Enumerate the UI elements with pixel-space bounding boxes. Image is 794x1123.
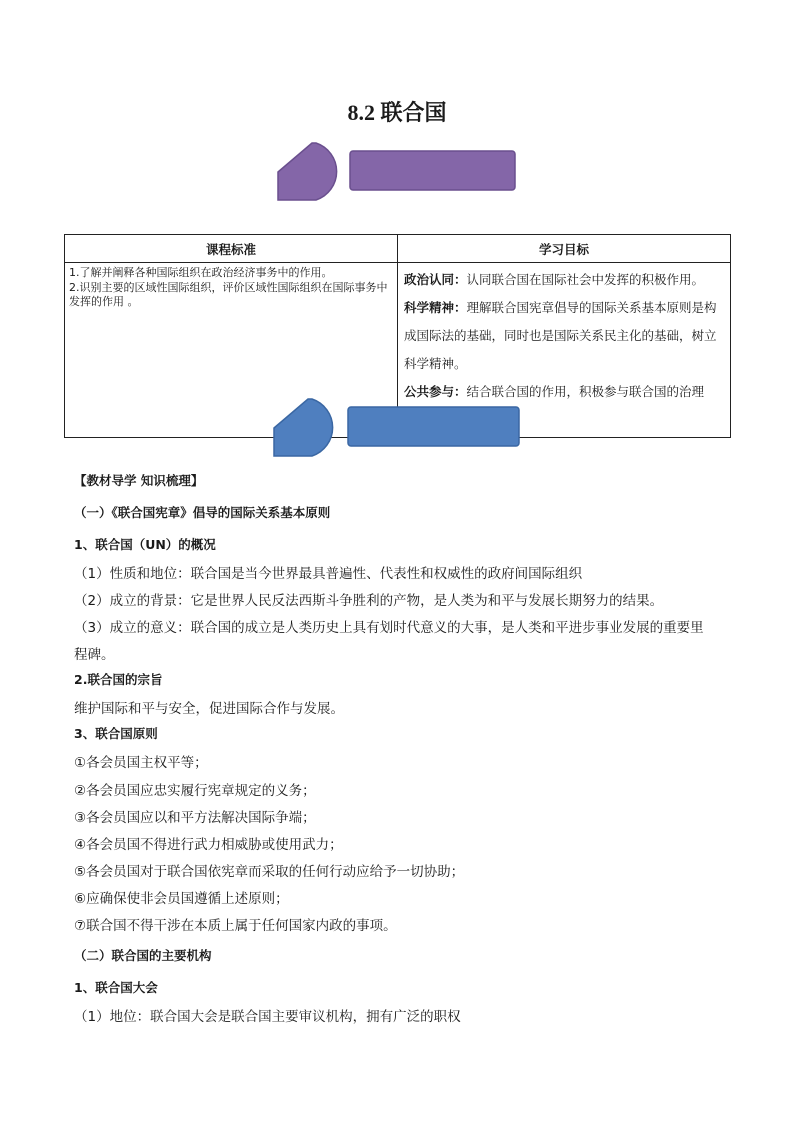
table-header-standards: 课程标准	[65, 235, 398, 263]
principle-item: ⑦联合国不得干涉在本质上属于任何国家内政的事项。	[74, 918, 397, 934]
subheading-un-overview: 1、联合国（UN）的概况	[74, 537, 216, 552]
banner-drop-shape	[274, 399, 333, 456]
guide-heading: 【教材导学 知识梳理】	[74, 473, 204, 488]
goal-item	[404, 294, 724, 378]
section-heading-1: （一）《联合国宪章》倡导的国际关系基本原则	[74, 505, 331, 520]
principle-item: ⑥应确保使非会员国遵循上述原则；	[74, 891, 289, 907]
goal-text: 认同联合国在国际社会中发挥的积极作用。	[466, 272, 705, 287]
section-banner-bottom	[272, 396, 524, 460]
goal-text: 理解联合国宪章倡导的国际关系基本原则是构成国际法的基础，同时也是国际关系民主化的基础，树立科学精神。	[404, 300, 717, 371]
principle-item: ②各会员国应忠实履行宪章规定的义务；	[74, 783, 316, 799]
principle-item: ③各会员国应以和平方法解决国际争端；	[74, 810, 316, 826]
subheading-un-purpose: 2.联合国的宗旨	[74, 672, 163, 687]
paragraph: （2）成立的背景：它是世界人民反法西斯斗争胜利的产物，是人类为和平与发展长期努力的结果。	[74, 593, 664, 609]
principle-item: ④各会员国不得进行武力相威胁或使用武力；	[74, 837, 343, 853]
subheading-general-assembly: 1、联合国大会	[74, 980, 158, 995]
standard-item: 2.识别主要的区域性国际组织，评价区域性国际组织在国际事务中发挥的作用 。	[69, 280, 388, 308]
paragraph: 程碑。	[74, 647, 115, 663]
paragraph: 维护国际和平与安全，促进国际合作与发展。	[74, 701, 344, 717]
paragraph: （3）成立的意义：联合国的成立是人类历史上具有划时代意义的大事，是人类和平进步事业发展的重要里	[74, 620, 704, 636]
table-header-goals: 学习目标	[398, 235, 731, 263]
paragraph: （1）性质和地位：联合国是当今世界最具普遍性、代表性和权威性的政府间国际组织	[74, 566, 583, 582]
paragraph: （1）地位：联合国大会是联合国主要审议机构，拥有广泛的职权	[74, 1009, 461, 1025]
banner-bar-shape	[348, 407, 519, 446]
page-title: 8.2 联合国	[347, 100, 447, 125]
standard-item: 1.了解并阐释各种国际组织在政治经济事务中的作用。	[69, 266, 333, 279]
section-heading-2: （二）联合国的主要机构	[74, 948, 212, 963]
goal-label: 科学精神：	[404, 300, 467, 315]
goal-label: 政治认同：	[404, 272, 467, 287]
principle-item: ⑤各会员国对于联合国依宪章而采取的任何行动应给予一切协助；	[74, 864, 465, 880]
section-banner-top	[276, 140, 521, 204]
goal-text: 结合联合国的作用，积极参与联合国的治理	[466, 384, 705, 399]
banner-drop-shape	[278, 143, 337, 200]
banner-bar-shape	[350, 151, 515, 190]
subheading-un-principles: 3、联合国原则	[74, 726, 158, 741]
principle-item: ①各会员国主权平等；	[74, 755, 208, 771]
goal-item	[404, 266, 724, 294]
goal-label: 公共参与：	[404, 384, 467, 399]
